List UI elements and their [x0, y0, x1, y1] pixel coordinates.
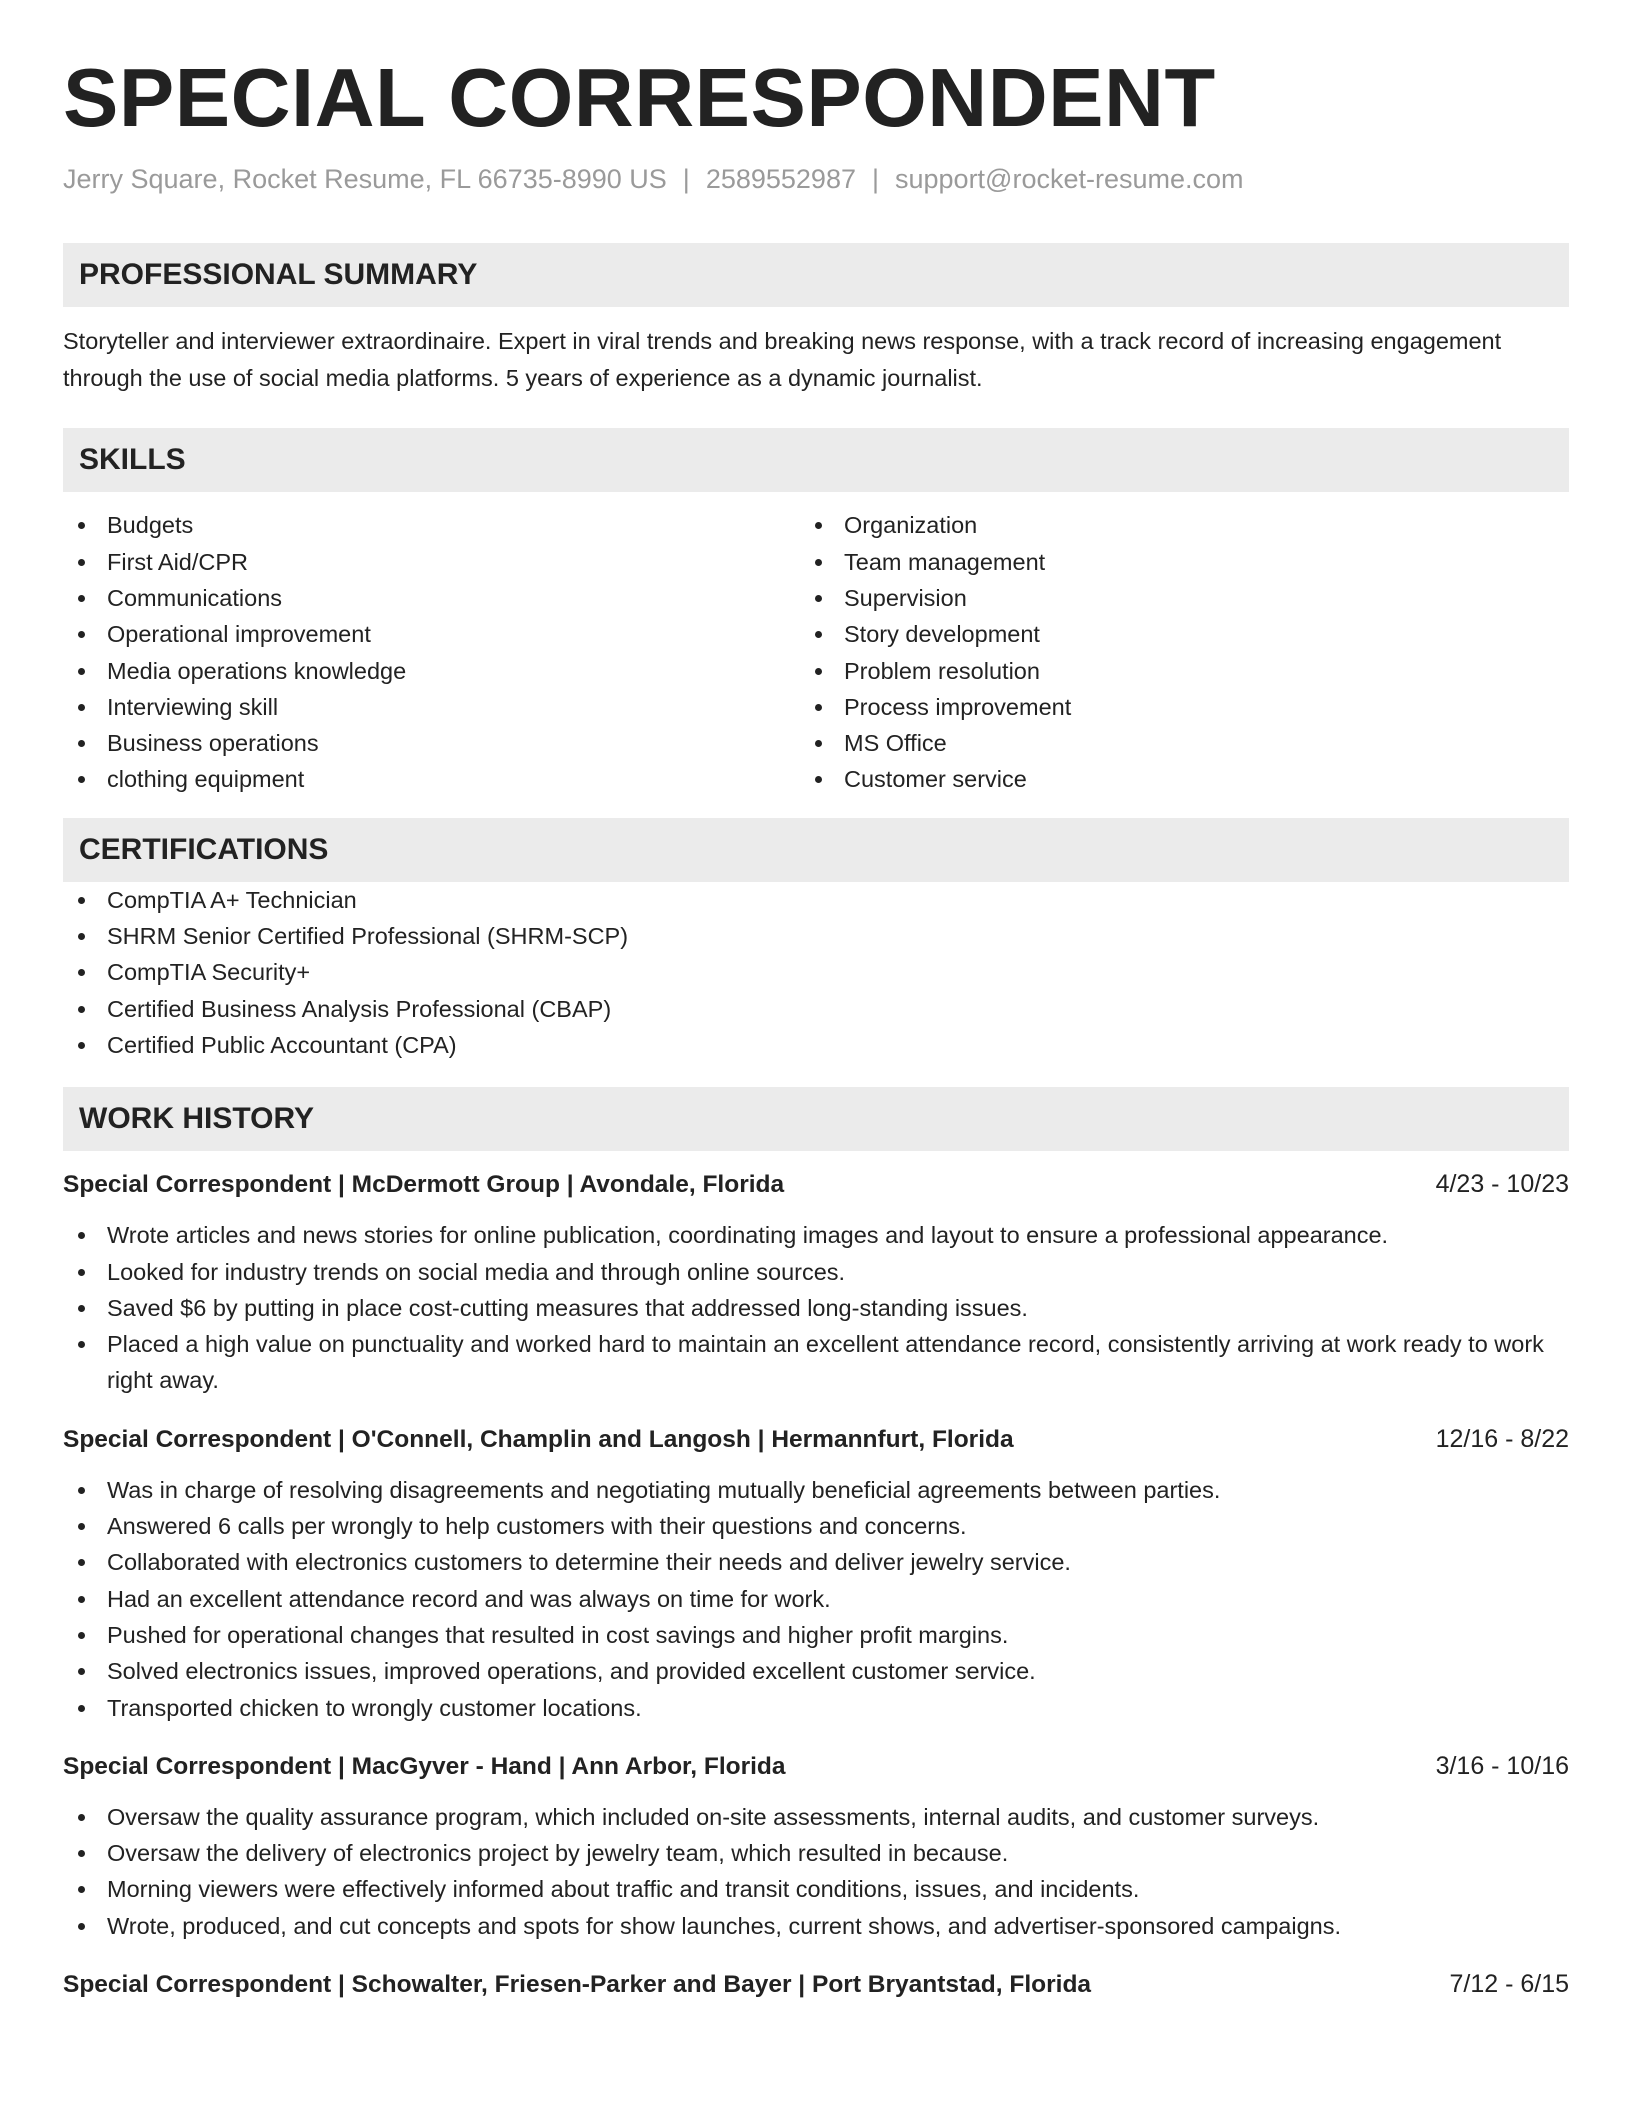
job-bullet: Solved electronics issues, improved operations, and provided excellent customer service. [63, 1653, 1569, 1689]
job-bullets [63, 1472, 1569, 1726]
job-header [63, 1966, 1569, 2003]
certification-item: Certified Public Accountant (CPA) [63, 1027, 1569, 1063]
job-title: Special Correspondent | O'Connell, Champlin and Langosh | Hermannfurt, Florida [63, 1425, 1014, 1453]
job-header [63, 1748, 1569, 1785]
skill-item: Supervision [800, 580, 1537, 616]
job-bullet: Wrote articles and news stories for online publication, coordinating images and layout to ensure a professional appearance. [63, 1217, 1569, 1253]
job-bullet: Oversaw the delivery of electronics project by jewelry team, which resulted in because. [63, 1835, 1569, 1871]
skill-item: Process improvement [800, 689, 1537, 725]
certification-item: CompTIA Security+ [63, 954, 1569, 990]
job-title: Special Correspondent | MacGyver - Hand | Ann Arbor, Florida [63, 1752, 786, 1780]
job-dates: 12/16 - 8/22 [1435, 1424, 1569, 1453]
job-bullet: Wrote, produced, and cut concepts and spots for show launches, current shows, and advertiser-sponsored campaigns. [63, 1908, 1569, 1944]
job-bullet: Oversaw the quality assurance program, which included on-site assessments, internal audits, and customer surveys. [63, 1799, 1569, 1835]
skill-item: clothing equipment [63, 761, 800, 797]
contact-separator: | [871, 164, 879, 194]
section-header-certifications: CERTIFICATIONS [63, 818, 1569, 882]
skill-item: Team management [800, 544, 1537, 580]
contact-separator: | [682, 164, 690, 194]
job-bullet: Placed a high value on punctuality and worked hard to maintain an excellent attendance record, consistently arriving at work ready to work right away. [63, 1326, 1569, 1399]
job-bullet: Looked for industry trends on social media and through online sources. [63, 1254, 1569, 1290]
job-bullet: Was in charge of resolving disagreements and negotiating mutually beneficial agreements between parties. [63, 1472, 1569, 1508]
job-entry [63, 1421, 1569, 1726]
skill-item: Budgets [63, 507, 800, 543]
job-bullet: Answered 6 calls per wrongly to help customers with their questions and concerns. [63, 1508, 1569, 1544]
skill-item: First Aid/CPR [63, 544, 800, 580]
job-dates: 3/16 - 10/16 [1435, 1751, 1569, 1780]
skill-item: Operational improvement [63, 616, 800, 652]
skill-item: Story development [800, 616, 1537, 652]
skill-item: Interviewing skill [63, 689, 800, 725]
skill-item: MS Office [800, 725, 1537, 761]
skill-item: Organization [800, 507, 1537, 543]
job-bullet: Pushed for operational changes that resulted in cost savings and higher profit margins. [63, 1617, 1569, 1653]
job-dates: 7/12 - 6/15 [1449, 1970, 1569, 1998]
certifications-list [63, 882, 1569, 1063]
skills-columns [63, 507, 1569, 797]
skill-item: Communications [63, 580, 800, 616]
job-bullet: Saved $6 by putting in place cost-cutting measures that addressed long-standing issues. [63, 1290, 1569, 1326]
job-entry [63, 1966, 1569, 2003]
job-bullet: Morning viewers were effectively informed about traffic and transit conditions, issues, and incidents. [63, 1871, 1569, 1907]
resume-name: SPECIAL CORRESPONDENT [63, 51, 1216, 144]
contact-phone: 2589552987 [705, 164, 856, 194]
job-bullet: Transported chicken to wrongly customer locations. [63, 1690, 1569, 1726]
skill-item: Business operations [63, 725, 800, 761]
contact-line [63, 163, 1569, 195]
skill-item: Media operations knowledge [63, 653, 800, 689]
skills-left-list [63, 507, 800, 797]
summary-text: Storyteller and interviewer extraordinaire. Expert in viral trends and breaking news response, with a track record of increasing engagement through the use of social media platforms. 5 years of experience as a dynamic journalist. [63, 328, 1502, 391]
job-header [63, 1166, 1569, 1203]
contact-address: Jerry Square, Rocket Resume, FL 66735-8990 US [63, 164, 667, 194]
job-bullets [63, 1799, 1569, 1944]
section-header-work-history: WORK HISTORY [63, 1087, 1569, 1151]
job-dates: 4/23 - 10/23 [1435, 1170, 1569, 1199]
skill-item: Customer service [800, 761, 1537, 797]
section-header-skills: SKILLS [63, 428, 1569, 492]
job-entry [63, 1748, 1569, 1944]
job-bullets [63, 1217, 1569, 1398]
contact-email: support@rocket-resume.com [895, 164, 1244, 194]
job-bullet: Had an excellent attendance record and was always on time for work. [63, 1581, 1569, 1617]
job-title: Special Correspondent | McDermott Group | Avondale, Florida [63, 1171, 785, 1199]
certification-item: CompTIA A+ Technician [63, 882, 1569, 918]
certification-item: SHRM Senior Certified Professional (SHRM-SCP) [63, 918, 1569, 954]
job-bullet: Collaborated with electronics customers to determine their needs and deliver jewelry service. [63, 1544, 1569, 1580]
certification-item: Certified Business Analysis Professional (CBAP) [63, 991, 1569, 1027]
section-header-summary: PROFESSIONAL SUMMARY [63, 243, 1569, 307]
job-title: Special Correspondent | Schowalter, Friesen-Parker and Bayer | Port Bryantstad, Florida [63, 1971, 1092, 1998]
skills-right-list [800, 507, 1537, 797]
job-header [63, 1421, 1569, 1458]
job-entry [63, 1166, 1569, 1398]
skill-item: Problem resolution [800, 653, 1537, 689]
